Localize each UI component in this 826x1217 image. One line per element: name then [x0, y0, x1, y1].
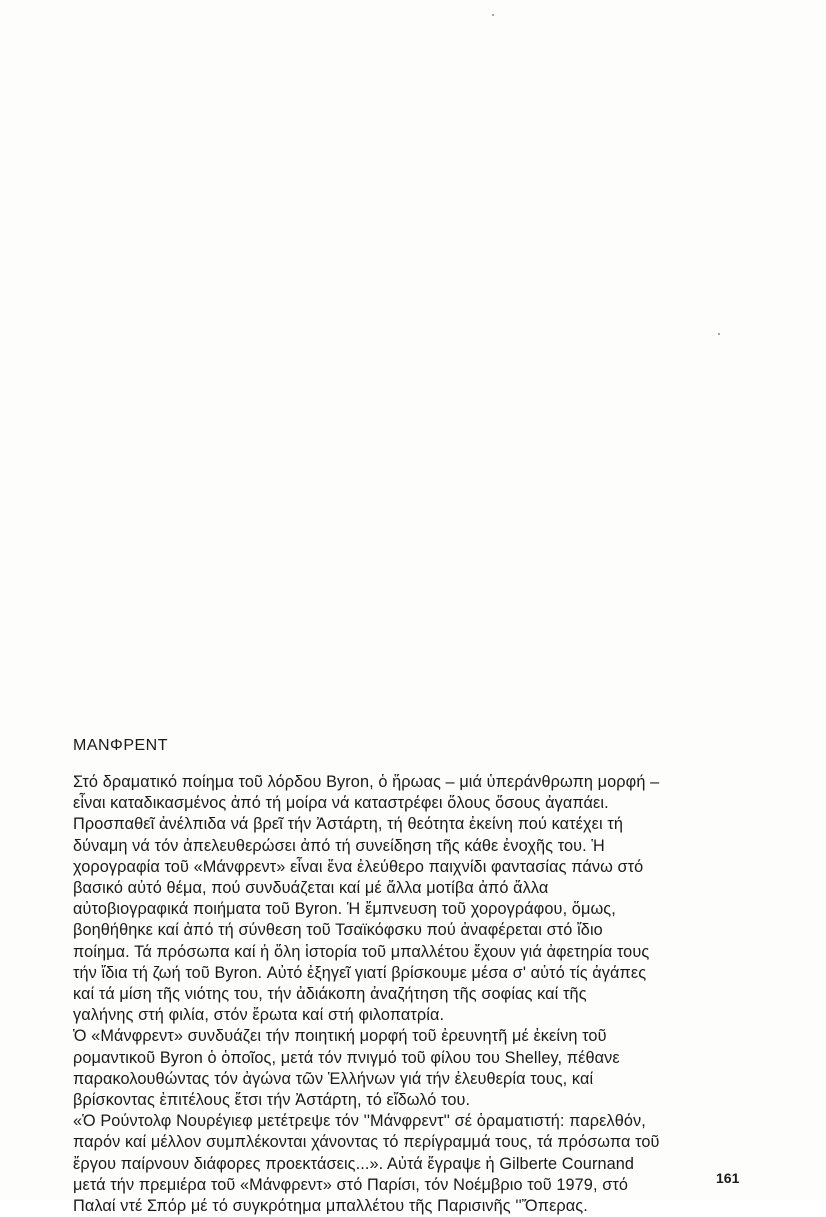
text-line: Παλαί ντέ Σπόρ μέ τό συγκρότημα μπαλλέτου τῆς Παρισινῆς ''Ὄπερας.: [73, 1197, 588, 1216]
text-line: καί τά μίση τῆς νιότης του, τήν ἀδιάκοπη ἀναζήτηση τῆς σοφίας καί τῆς: [73, 985, 587, 1004]
text-line: βρίσκοντας ἐπιτέλους ἔτσι τήν Ἀστάρτη, τό εἴδωλό του.: [73, 1091, 471, 1110]
text-line: βασικό αὐτό θέμα, πού συνδυάζεται καί μέ ἄλλα μοτίβα ἀπό ἄλλα: [73, 879, 549, 898]
scan-speck: [492, 14, 494, 16]
page-number: 161: [716, 1170, 740, 1186]
text-line: ποίημα. Τά πρόσωπα καί ἡ ὅλη ἱστορία τοῦ μπαλλέτου ἔχουν γιά ἀφετηρία τους: [73, 942, 650, 961]
article-body: [73, 772, 743, 1217]
text-line: «Ὁ Ρούντολφ Νουρέγιεφ μετέτρεψε τόν ''Μάνφρεντ'' σέ ὁραματιστή: παρελθόν,: [73, 1112, 646, 1131]
scan-speck: [718, 333, 720, 335]
text-line: βοηθήθηκε καί ἀπό τή σύνθεση τοῦ Τσαϊκόφσκυ πού ἀναφέρεται στό ἴδιο: [73, 921, 603, 940]
text-line: Στό δραματικό ποίημα τοῦ λόρδου Byron, ὁ ἥρωας – μιά ὑπεράνθρωπη μορφή –: [73, 773, 660, 791]
text-line: μετά τήν πρεμιέρα τοῦ «Μάνφρεντ» στό Παρίσι, τόν Νοέμβριο τοῦ 1979, στό: [73, 1175, 629, 1194]
text-line: παρόν καί μέλλον συμπλέκονται χάνοντας τό περίγραμμά τους, τά πρόσωπα τοῦ: [73, 1133, 660, 1152]
text-line: ρομαντικοῦ Byron ὁ ὁποῖος, μετά τόν πνιγμό τοῦ φίλου του Shelley, πέθανε: [73, 1048, 620, 1067]
text-line: αὐτοβιογραφικά ποιήματα τοῦ Byron. Ἡ ἔμπνευση τοῦ χορογράφου, ὅμως,: [73, 900, 616, 919]
text-line: χορογραφία τοῦ «Μάνφρεντ» εἶναι ἕνα ἐλεύθερο παιχνίδι φαντασίας πάνω στό: [73, 857, 644, 876]
text-line: γαλήνης στή φιλία, στόν ἔρωτα καί στή φιλοπατρία.: [73, 1006, 445, 1025]
text-line: Ὁ «Μάνφρεντ» συνδυάζει τήν ποιητική μορφή τοῦ ἐρευνητῆ μέ ἐκείνη τοῦ: [73, 1027, 607, 1046]
article-title: ΜΑΝΦΡΕΝΤ: [73, 737, 168, 754]
text-line: παρακολουθώντας τόν ἀγώνα τῶν Ἑλλήνων γιά τήν ἐλευθερία τους, καί: [73, 1069, 594, 1088]
text-line: δύναμη νά τόν ἀπελευθερώσει ἀπό τή συνείδηση τῆς κάθε ἐνοχῆς του. Ἡ: [73, 836, 605, 855]
text-line: τήν ἴδια τή ζωή τοῦ Byron. Αὐτό ἐξηγεῖ γιατί βρίσκουμε μέσα σ' αὐτό τίς ἀγάπες: [73, 963, 647, 982]
text-line: εἶναι καταδικασμένος ἀπό τή μοίρα νά καταστρέφει ὅλους ὅσους ἀγαπάει.: [73, 794, 609, 813]
text-line: Προσπαθεῖ ἀνέλπιδα νά βρεῖ τήν Ἀστάρτη, τή θεότητα ἐκείνη πού κατέχει τή: [73, 815, 624, 834]
text-line: ἔργου παίρνουν διάφορες προεκτάσεις...». Αὐτά ἔγραψε ἡ Gilberte Cournand: [73, 1154, 635, 1173]
